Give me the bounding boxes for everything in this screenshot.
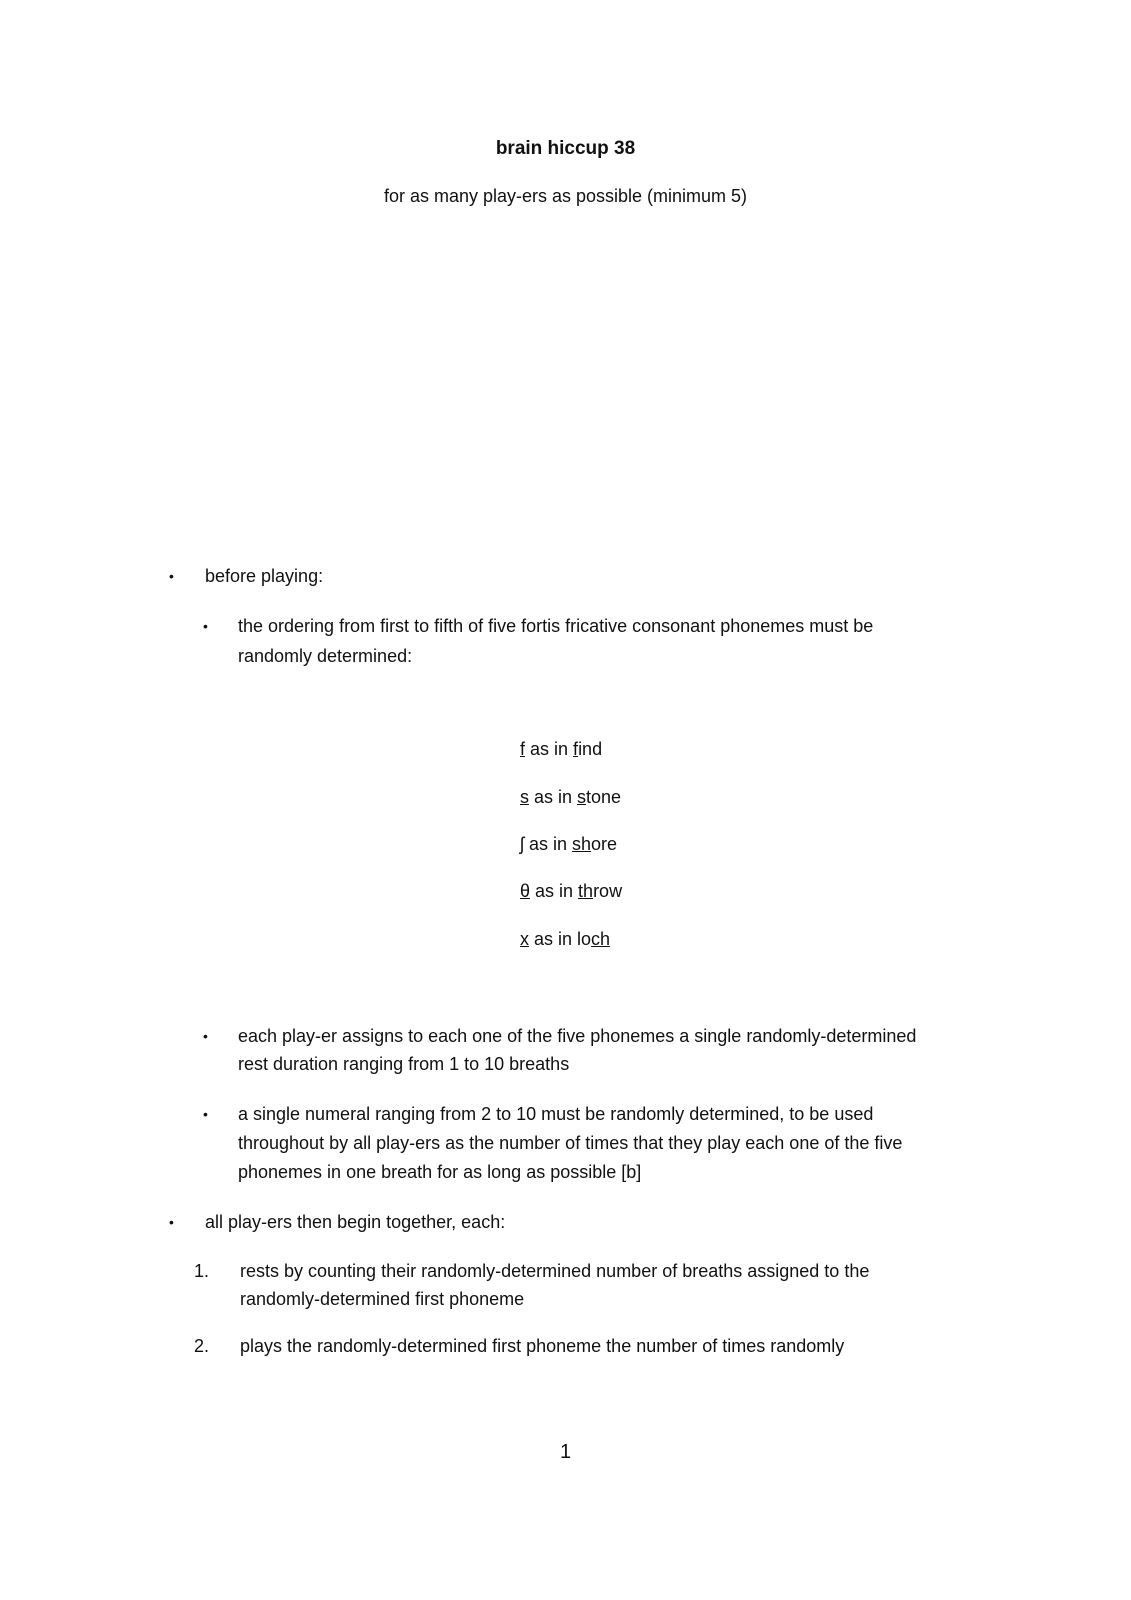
- bullet-icon: •: [203, 618, 208, 634]
- bullet-icon: •: [203, 1028, 208, 1044]
- example-word-highlight: ch: [591, 929, 611, 949]
- assign-line-2: rest duration ranging from 1 to 10 breaths: [238, 1054, 570, 1074]
- section-before-playing: before playing:: [205, 566, 324, 586]
- bullet-icon: •: [169, 1214, 174, 1230]
- phoneme-item: [520, 924, 610, 954]
- example-word-highlight: s: [577, 787, 587, 807]
- begin-line: all play-ers then begin together, each:: [205, 1212, 506, 1232]
- example-word-suffix: tone: [586, 787, 622, 807]
- phoneme-symbol: x: [520, 929, 529, 949]
- phoneme-item: [520, 734, 602, 764]
- example-word-suffix: ore: [591, 834, 618, 854]
- step-2-number: 2.: [194, 1336, 210, 1356]
- phoneme-connector: as in: [525, 739, 574, 759]
- phoneme-symbol: f: [520, 739, 526, 759]
- phoneme-item: [520, 829, 617, 859]
- step-2-line-1: plays the randomly-determined first phoneme the number of times randomly: [240, 1336, 845, 1356]
- bullet-icon: •: [203, 1106, 208, 1122]
- step-1-line-2: randomly-determined first phoneme: [240, 1289, 525, 1309]
- assign-line-1: each play-er assigns to each one of the five phonemes a single randomly-determined: [238, 1026, 917, 1046]
- phoneme-symbol: θ: [520, 881, 531, 901]
- example-word-suffix: row: [593, 881, 623, 901]
- phoneme-connector: as in: [529, 787, 578, 807]
- step-1-number: 1.: [194, 1261, 210, 1281]
- page-number: 1: [559, 1441, 572, 1463]
- phoneme-connector: as in: [524, 834, 573, 854]
- example-word-suffix: ind: [578, 739, 603, 759]
- phoneme-connector: as in: [529, 929, 578, 949]
- phoneme-symbol: s: [520, 787, 529, 807]
- phoneme-item: [520, 876, 622, 906]
- phoneme-item: [520, 782, 621, 812]
- phoneme-connector: as in: [530, 881, 579, 901]
- ordering-line-2: randomly determined:: [238, 646, 413, 666]
- ordering-line-1: the ordering from first to fifth of five fortis fricative consonant phonemes must be: [238, 616, 874, 636]
- page-subtitle: for as many play-ers as possible (minimum 5): [383, 186, 748, 206]
- example-word-highlight: th: [578, 881, 594, 901]
- numeral-line-2: throughout by all play-ers as the number of times that they play each one of the five: [238, 1133, 903, 1153]
- numeral-line-1: a single numeral ranging from 2 to 10 must be randomly determined, to be used: [238, 1104, 874, 1124]
- step-1-line-1: rests by counting their randomly-determined number of breaths assigned to the: [240, 1261, 870, 1281]
- numeral-line-3: phonemes in one breath for as long as possible [b]: [238, 1162, 642, 1182]
- example-word-highlight: f: [573, 739, 579, 759]
- page-title: brain hiccup 38: [495, 138, 636, 159]
- example-word-prefix: lo: [577, 929, 592, 949]
- example-word-highlight: sh: [572, 834, 592, 854]
- phoneme-symbol: ʃ: [520, 834, 524, 854]
- bullet-icon: •: [169, 568, 174, 584]
